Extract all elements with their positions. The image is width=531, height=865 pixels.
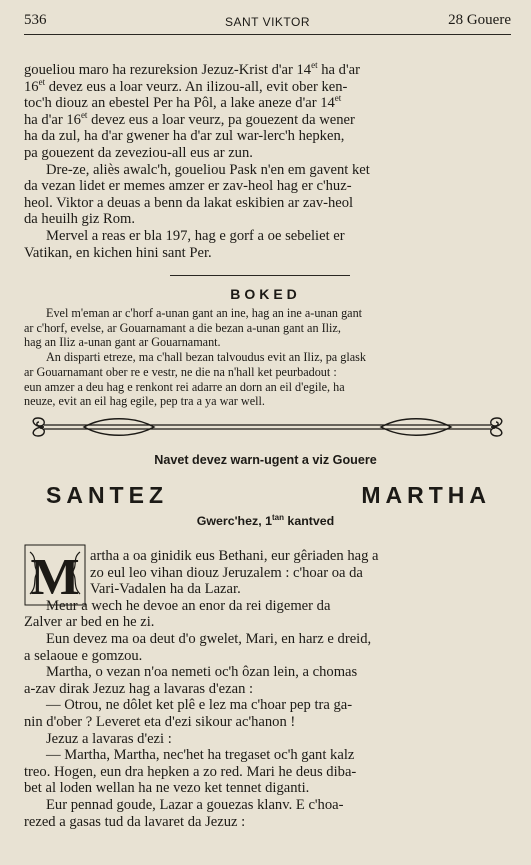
running-date: 28 Gouere	[448, 12, 511, 28]
text-line: Martha, o vezan n'oa nemeti oc'h ôzan lein, a chomas	[46, 664, 358, 681]
running-title: SANT VIKTOR	[224, 15, 311, 29]
text-line: nin d'ober ? Leveret eta d'ezi sikour ac'hanon !	[24, 713, 296, 730]
saint-name-word: MARTHA	[361, 482, 491, 508]
page-number: 536	[24, 12, 47, 28]
text-line: Meur a wech he devoe an enor da rei digemer da	[46, 597, 331, 614]
text-line: Zalver ar bed en he zi.	[24, 614, 155, 631]
text-line: Jezuz a lavaras d'ezi :	[46, 730, 172, 747]
text-line: rezed a gasas tud da lavaret da Jezuz :	[24, 813, 246, 830]
text-line: — Otrou, ne dôlet ket plê e lez ma c'hoar pep tra ga-	[46, 697, 353, 714]
text-line: Eun devez ma oa deut d'o gwelet, Mari, en harz e dreid,	[46, 630, 372, 647]
drop-cap-letter: M	[30, 549, 80, 606]
boked-heading: BOKED	[230, 286, 301, 302]
saint-title-word: SANTEZ	[46, 482, 168, 508]
dreze-paragraph: Dre-ze, aliès awalc'h, goueliou Pask n'en em gavent ket da vezan lidet er memes amzer er zav-heol hag er c'huz- heol. Viktor a deuas a benn da lakat eskibien ar zav-heol da heuilh giz Rom.	[24, 161, 370, 228]
text-line: a selaoue e gomzou.	[24, 647, 143, 664]
martha-first-paragraph: artha a oa ginidik eus Bethani, eur gêriaden hag a zo eul leo vihan diouz Jeruzalem : c'hoar oa da Vari-Vadalen ha da Lazar.	[90, 548, 379, 598]
saint-subtitle: Gwerc'hez, $1^{tan}$ kantved	[196, 513, 335, 529]
header-rule	[24, 34, 511, 35]
boked-paragraph-2: An disparti etreze, ma c'hall bezan talvoudus evit an Iliz, pa glask ar Gouarnamant ober re e vestr, ne die na n'hall ket peurbadout : eun amzer a deu hag e renkont rei adarre an dorn an eil d'egile, ha neuze, evit an eil hag egile, pep tra a ya war well.	[24, 350, 366, 409]
martha-rest-lines	[24, 598, 511, 830]
ornamental-divider	[24, 414, 511, 440]
text-line: Eur pennad goude, Lazar a gouezas klanv. E c'hoa-	[46, 796, 344, 813]
text-line: a-zav dirak Jezuz hag a lavaras d'ezan :	[24, 680, 254, 697]
text-line: treo. Hogen, eun dra hepken a zo red. Mari he deus diba-	[24, 763, 357, 780]
text-line: — Martha, Martha, nec'het ha tregaset oc'h gant kalz	[46, 747, 355, 764]
boked-text	[24, 306, 511, 409]
section-rule	[170, 275, 350, 276]
boked-paragraph-1: Evel m'eman ar c'horf a-unan gant an ine, hag an ine a-unan gant ar c'horf, evelse, ar Gouarnamant a die bezan a-unan gant an Iliz, hag an Iliz a-unan gant ar Gouarnamant.	[24, 306, 363, 350]
intro-paragraph: goueliou maro ha rezureksion Jezuz-Krist d'ar $14^{et}$ ha d'ar $16^{et}$ devez eus a loar veurz. An ilizou-all, evit ober ken- toc'h diouz an ebestel Per ha Pôl, a lake aneze d'ar $14^{et}$ ha d'ar $16^{et}$ devez eus a loar veurz, pa gouezent da wener ha da zul, ha d'ar gwener ha d'ar zul war-lerc'h hepken, pa gouezent da zeveziou-all eus ar zun.	[24, 60, 360, 161]
feast-date-heading: Navet devez warn-ugent a viz Gouere	[154, 453, 377, 467]
saint-name-heading	[46, 482, 491, 509]
text-line: bet al loden wellan ha ne vezo ket tennet diganti.	[24, 780, 310, 797]
intro-paragraphs	[24, 62, 511, 261]
martha-text	[24, 548, 511, 830]
running-header	[24, 12, 511, 34]
mervel-paragraph: Mervel a reas er bla 197, hag e gorf a oe sebeliet er Vatikan, en kichen hini sant Per.	[24, 227, 345, 261]
